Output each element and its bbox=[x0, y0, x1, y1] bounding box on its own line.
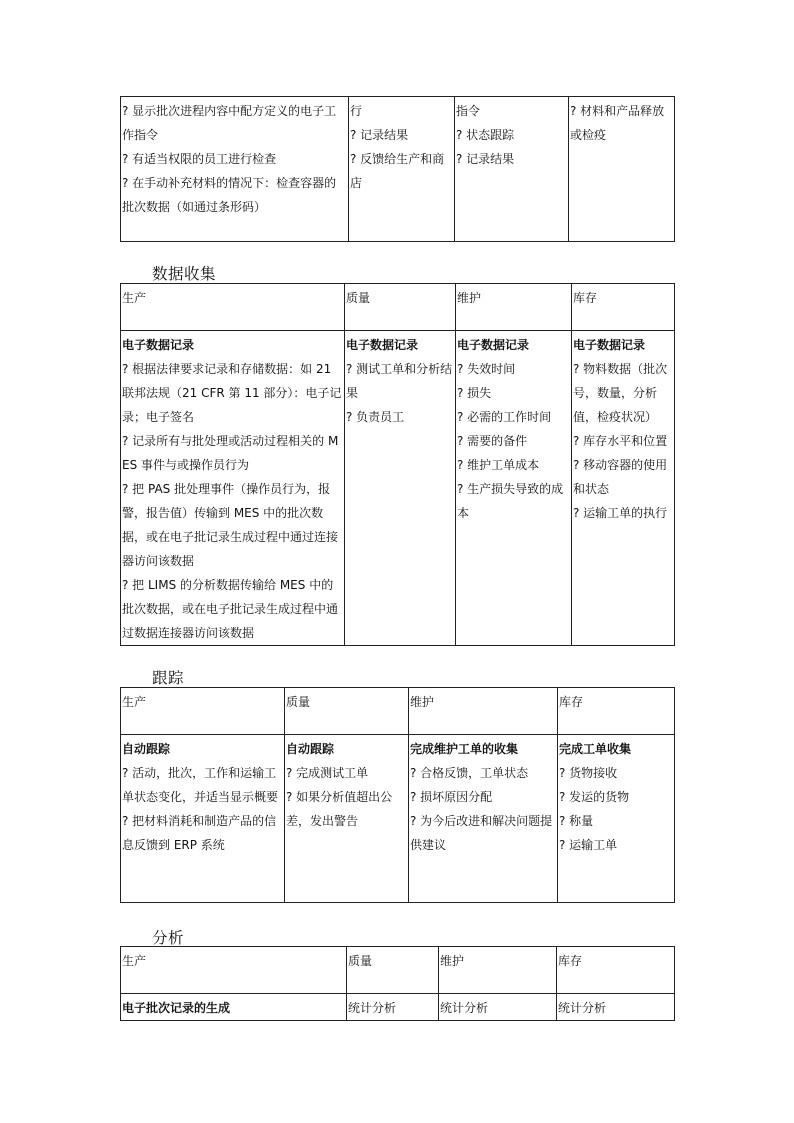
content-cell bbox=[121, 994, 347, 1021]
text-line: ? 反馈给生产和商店 bbox=[350, 152, 445, 190]
text-line: 行 bbox=[350, 104, 363, 118]
text-line: ? 完成测试工单 bbox=[286, 766, 369, 780]
text-line: ? 状态跟踪 bbox=[456, 128, 515, 142]
text-line: ? 失效时间 bbox=[457, 362, 516, 376]
content-cell bbox=[439, 994, 557, 1021]
cell-heading: 统计分析 bbox=[348, 1001, 397, 1015]
text-line: ? 负责员工 bbox=[346, 410, 405, 424]
text-line: ? 把 LIMS 的分析数据传输给 MES 中的批次数据，或在电子批记录生成过程中通过数据连接器访问该数据 bbox=[122, 578, 339, 640]
content-row bbox=[121, 994, 675, 1021]
header-row bbox=[121, 284, 675, 331]
column-header: 维护 bbox=[409, 688, 558, 735]
column-header: 质量 bbox=[345, 284, 456, 331]
text-line: ? 损失 bbox=[457, 386, 492, 400]
text-line: ? 把材料消耗和制造产品的信息反馈到 ERP 系统 bbox=[122, 814, 277, 852]
text-line: ? 运输工单 bbox=[559, 838, 618, 852]
text-line: ? 如果分析值超出公差，发出警告 bbox=[286, 790, 393, 828]
column-header: 维护 bbox=[439, 947, 557, 994]
cell-heading: 自动跟踪 bbox=[286, 742, 335, 756]
column-header: 维护 bbox=[456, 284, 572, 331]
text-line: ? 记录结果 bbox=[350, 128, 409, 142]
cell-heading: 电子数据记录 bbox=[122, 338, 195, 352]
top-cell-quality bbox=[349, 97, 455, 242]
analysis-table bbox=[120, 946, 675, 1021]
column-header: 库存 bbox=[557, 947, 675, 994]
text-line: ? 合格反馈，工单状态 bbox=[410, 766, 529, 780]
column-header: 质量 bbox=[285, 688, 409, 735]
text-line: ? 需要的备件 bbox=[457, 434, 528, 448]
text-line: ? 有适当权限的员工进行检查 bbox=[122, 152, 277, 166]
cell-heading: 电子数据记录 bbox=[346, 338, 419, 352]
cell-heading: 统计分析 bbox=[558, 1001, 607, 1015]
content-cell bbox=[121, 331, 345, 646]
column-header: 生产 bbox=[121, 688, 285, 735]
top-cell-inventory bbox=[569, 97, 675, 242]
section-title: 分析 bbox=[152, 929, 185, 947]
content-cell bbox=[409, 735, 558, 903]
top-table bbox=[120, 96, 675, 242]
content-cell bbox=[558, 735, 675, 903]
content-cell bbox=[456, 331, 572, 646]
content-cell bbox=[285, 735, 409, 903]
text-line: ? 显示批次进程内容中配方定义的电子工作指令 bbox=[122, 104, 337, 142]
text-line: ? 根据法律要求记录和存储数据：如 21 联邦法规（21 CFR 第 11 部分）：电子记录；电子签名 bbox=[122, 362, 342, 424]
text-line: ? 必需的工作时间 bbox=[457, 410, 552, 424]
header-row bbox=[121, 947, 675, 994]
text-line: 指令 bbox=[456, 104, 481, 118]
column-header: 生产 bbox=[121, 947, 347, 994]
top-cell-maintenance bbox=[455, 97, 569, 242]
cell-heading: 统计分析 bbox=[440, 1001, 489, 1015]
cell-heading: 电子批次记录的生成 bbox=[122, 1001, 231, 1015]
data-collection-table bbox=[120, 283, 675, 646]
cell-heading: 自动跟踪 bbox=[122, 742, 171, 756]
text-line: ? 移动容器的使用和状态 bbox=[573, 458, 668, 496]
text-line: ? 生产损失导致的成本 bbox=[457, 482, 564, 520]
text-line: ? 损坏原因分配 bbox=[410, 790, 493, 804]
cell-heading: 电子数据记录 bbox=[457, 338, 530, 352]
column-header: 生产 bbox=[121, 284, 345, 331]
text-line: ? 材料和产品释放或检疫 bbox=[570, 104, 665, 142]
text-line: ? 称量 bbox=[559, 814, 594, 828]
content-row bbox=[121, 735, 675, 903]
column-header: 库存 bbox=[572, 284, 675, 331]
text-line: ? 测试工单和分析结果 bbox=[346, 362, 453, 400]
tracking-table bbox=[120, 687, 675, 903]
section-title: 跟踪 bbox=[152, 669, 185, 687]
cell-heading: 完成维护工单的收集 bbox=[410, 742, 519, 756]
content-cell bbox=[121, 735, 285, 903]
text-line: ? 在手动补充材料的情况下：检查容器的批次数据（如通过条形码） bbox=[122, 176, 337, 214]
header-row bbox=[121, 688, 675, 735]
column-header: 库存 bbox=[558, 688, 675, 735]
text-line: ? 货物接收 bbox=[559, 766, 618, 780]
content-cell bbox=[347, 994, 439, 1021]
cell-heading: 电子数据记录 bbox=[573, 338, 646, 352]
cell-heading: 完成工单收集 bbox=[559, 742, 632, 756]
text-line: ? 发运的货物 bbox=[559, 790, 630, 804]
text-line: ? 为今后改进和解决问题提供建议 bbox=[410, 814, 553, 852]
content-row bbox=[121, 331, 675, 646]
text-line: ? 记录结果 bbox=[456, 152, 515, 166]
text-line: ? 记录所有与批处理或活动过程相关的 MES 事件与或操作员行为 bbox=[122, 434, 339, 472]
text-line: ? 库存水平和位置 bbox=[573, 434, 668, 448]
text-line: ? 物料数据（批次号，数量，分析值，检疫状况） bbox=[573, 362, 668, 424]
section-title: 数据收集 bbox=[152, 265, 217, 283]
column-header: 质量 bbox=[347, 947, 439, 994]
content-cell bbox=[557, 994, 675, 1021]
text-line: ? 运输工单的执行 bbox=[573, 506, 668, 520]
text-line: ? 把 PAS 批处理事件（操作员行为，报警，报告值）传输到 MES 中的批次数据，或在电子批记录生成过程中通过连接器访问该数据 bbox=[122, 482, 339, 568]
text-line: ? 活动，批次，工作和运输工单状态变化，并适当显示概要 bbox=[122, 766, 279, 804]
top-cell-production bbox=[121, 97, 349, 242]
text-line: ? 维护工单成本 bbox=[457, 458, 540, 472]
content-cell bbox=[572, 331, 675, 646]
content-cell bbox=[345, 331, 456, 646]
